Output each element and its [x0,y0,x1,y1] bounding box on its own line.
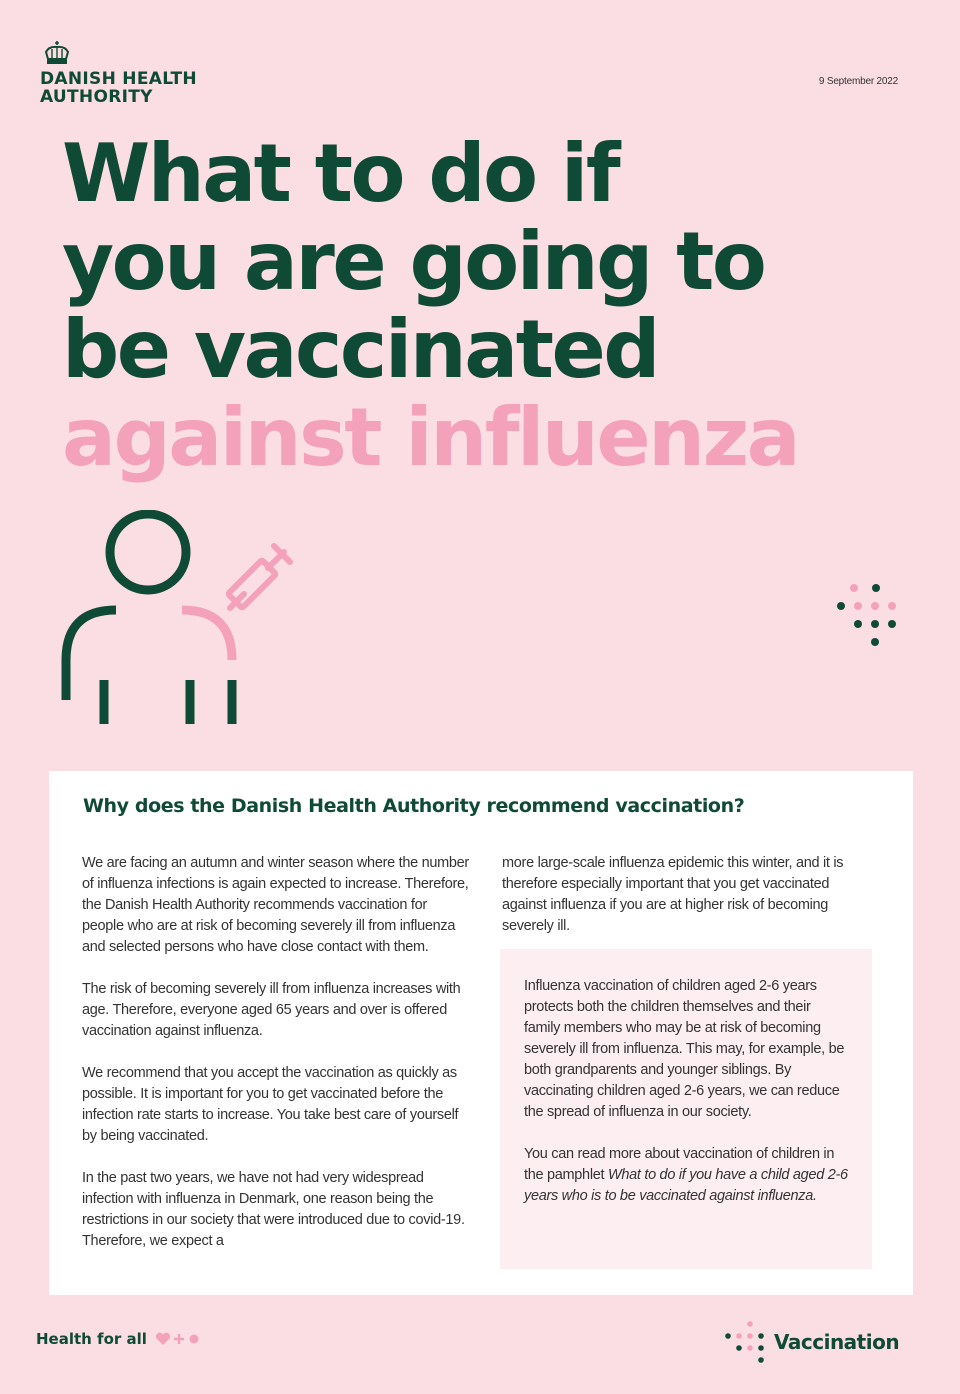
person-vaccination-illustration [58,510,308,730]
paragraph: We are facing an autumn and winter season where the number of influenza infections is again expected to increase. Therefore, the Danish Health Authority recommends vaccination for people who are at risk of becoming severely ill from influenza and selected persons who have close contact with them. [82,855,469,955]
vaccination-footer-logo [724,1320,899,1364]
paragraph: We recommend that you accept the vaccination as quickly as possible. It is important for you to get vaccinated before the infection rate starts to increase. You take best care of yourself by being vaccinated. [82,1065,459,1144]
crown-icon [42,40,72,66]
paragraph: In the past two years, we have not had very widespread infection with influenza in Denmark, one reason being the restrictions in our society that were introduced due to covid-19. Therefore, we expect a [82,1170,465,1249]
danish-health-authority-logo [40,40,197,106]
title-line-4: against influenza [62,391,799,484]
paragraph: more large-scale influenza epidemic this winter, and it is therefore especially important that you get vaccinated against influenza if you are at higher risk of becoming severely ill. [502,855,844,934]
pamphlet-title: What to do if you have a child aged 2-6 years who is to be vaccinated against influenza. [524,1167,848,1204]
footer-slogan: Health for all [36,1330,147,1348]
info-card [49,771,913,1295]
infobox-paragraph: Influenza vaccination of children aged 2-6 years protects both the children themselves and their family members who may be at risk of becoming severely ill from influenza. This may, for example, be both grandparents and younger siblings. By vaccinating children aged 2-6 years, we can reduce the spread of influenza in our society. [524,978,845,1120]
left-column [82,853,472,1273]
paragraph: The risk of becoming severely ill from influenza increases with age. Therefore, everyone aged 65 years and over is offered vaccination against influenza. [82,981,461,1039]
children-vaccination-infobox [500,949,872,1269]
vaccination-dots-icon [724,1320,768,1364]
person-head-icon [110,514,186,590]
title-line-1: What to do if [62,127,619,220]
publication-date: 9 September 2022 [818,76,898,87]
person-shoulder-right [182,610,232,660]
heart-plus-dot-icon [155,1331,201,1347]
organization-name: DANISH HEALTH AUTHORITY [40,69,197,107]
vaccination-label: Vaccination [774,1330,900,1354]
page-title [62,127,922,484]
title-line-3: be vaccinated [62,303,658,396]
infobox-paragraph: You can read more about vaccination of children in the pamphlet What to do if you have a child aged 2-6 years who is to be vaccinated against influenza. [524,1146,848,1204]
decorative-dots-icon [834,580,904,650]
title-line-2: you are going to [62,215,765,308]
syringe-icon [228,546,290,608]
right-column [502,853,872,958]
health-for-all-footer [36,1330,201,1348]
card-heading: Why does the Danish Health Authority recommend vaccination? [83,795,745,817]
